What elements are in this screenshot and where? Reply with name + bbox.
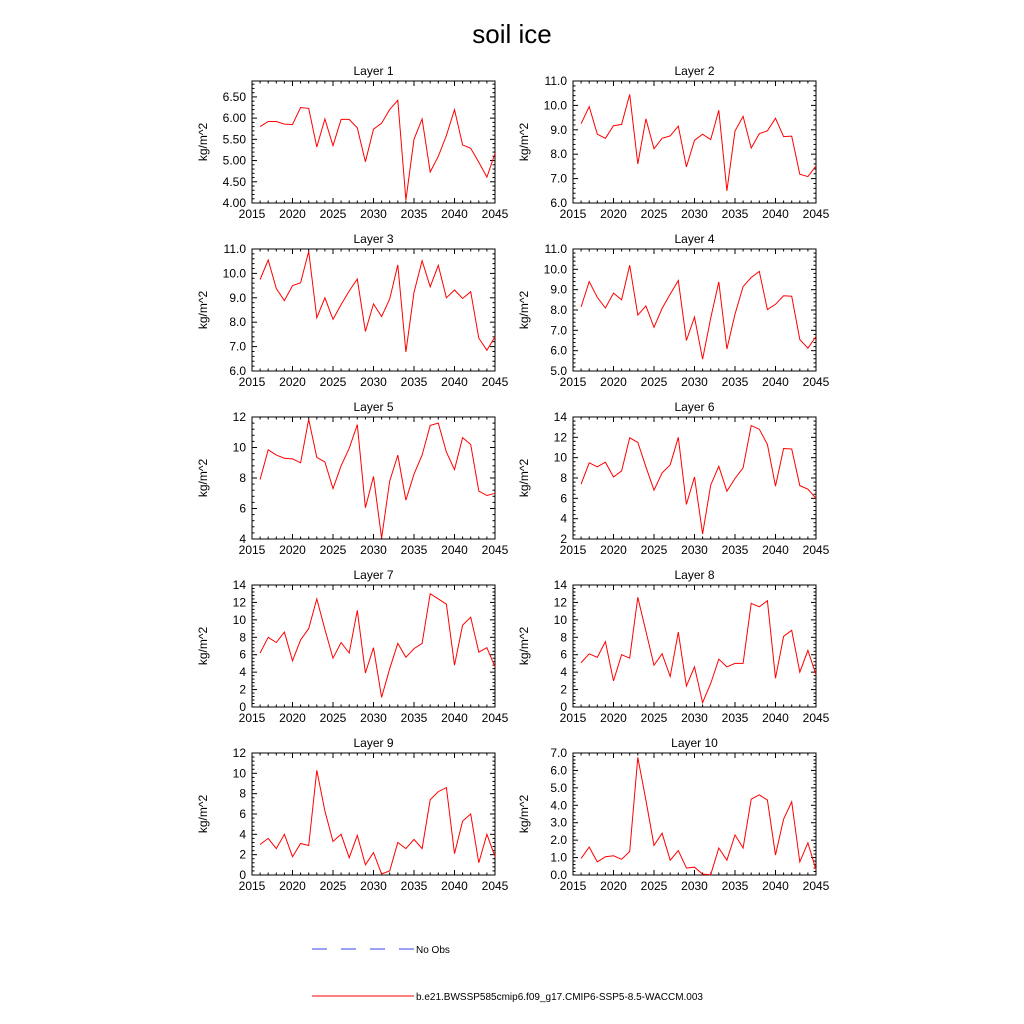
- plot-frame: [252, 249, 495, 371]
- y-tick-label: 8: [560, 471, 567, 485]
- y-axis-label: kg/m^2: [517, 290, 531, 330]
- panel-layer-7: [196, 568, 509, 725]
- panel-layer-6: [517, 400, 830, 557]
- y-tick-label: 6: [560, 647, 567, 662]
- x-tick-label: 2045: [481, 879, 509, 893]
- x-tick-label: 2040: [441, 375, 468, 389]
- x-tick-label: 2035: [721, 543, 749, 557]
- legend: [312, 945, 703, 1003]
- panel-layer-8: [517, 568, 830, 725]
- x-tick-label: 2025: [640, 543, 668, 557]
- y-tick-label: 9.0: [550, 122, 567, 137]
- y-axis-label: kg/m^2: [517, 122, 531, 162]
- x-tick-label: 2030: [681, 879, 708, 893]
- y-tick-label: 4: [239, 532, 246, 546]
- x-tick-label: 2045: [802, 879, 830, 893]
- x-tick-label: 2025: [640, 375, 668, 389]
- x-tick-label: 2025: [319, 879, 347, 893]
- y-tick-label: 4.00: [222, 196, 246, 210]
- x-tick-label: 2020: [600, 543, 627, 557]
- y-tick-label: 4: [560, 511, 567, 526]
- y-tick-label: 4: [239, 827, 246, 842]
- x-tick-label: 2020: [279, 207, 306, 221]
- x-tick-label: 2015: [559, 375, 587, 389]
- y-tick-label: 6.0: [229, 364, 246, 378]
- y-tick-label: 8.0: [550, 147, 567, 162]
- y-tick-label: 6: [239, 501, 246, 516]
- x-tick-label: 2020: [600, 207, 627, 221]
- x-tick-label: 2015: [559, 207, 587, 221]
- x-tick-label: 2020: [279, 375, 306, 389]
- x-tick-label: 2020: [600, 879, 627, 893]
- x-tick-label: 2045: [481, 711, 509, 725]
- x-tick-label: 2025: [319, 375, 347, 389]
- x-tick-label: 2045: [802, 207, 830, 221]
- y-axis-label: kg/m^2: [196, 290, 210, 330]
- y-axis-label: kg/m^2: [517, 794, 531, 834]
- y-tick-label: 2: [239, 682, 246, 697]
- x-tick-label: 2040: [441, 879, 468, 893]
- y-tick-label: 9.0: [229, 290, 246, 305]
- x-tick-label: 2020: [279, 543, 306, 557]
- panel-title: Layer 2: [674, 64, 715, 78]
- y-tick-label: 2: [560, 532, 567, 546]
- x-tick-label: 2020: [279, 711, 306, 725]
- x-tick-label: 2030: [360, 879, 387, 893]
- series-line: [581, 597, 816, 702]
- y-tick-label: 4.50: [222, 174, 246, 189]
- x-tick-label: 2030: [360, 711, 387, 725]
- y-tick-label: 10: [553, 612, 567, 627]
- x-tick-label: 2045: [481, 207, 509, 221]
- y-tick-label: 8.0: [550, 303, 567, 317]
- series-line: [581, 265, 816, 359]
- y-tick-label: 10.0: [543, 262, 567, 277]
- y-tick-label: 12: [232, 410, 246, 424]
- y-tick-label: 4: [560, 665, 567, 680]
- y-tick-label: 10.0: [222, 266, 246, 281]
- y-tick-label: 2: [239, 847, 246, 862]
- series-line: [260, 100, 495, 200]
- y-tick-label: 3.0: [550, 815, 567, 830]
- x-tick-label: 2030: [360, 375, 387, 389]
- x-tick-label: 2030: [360, 207, 387, 221]
- x-tick-label: 2015: [238, 711, 266, 725]
- y-tick-label: 0.0: [550, 868, 567, 882]
- x-tick-label: 2025: [640, 207, 668, 221]
- x-tick-label: 2020: [600, 375, 627, 389]
- y-tick-label: 4: [239, 665, 246, 680]
- series-line: [260, 419, 495, 538]
- x-tick-label: 2015: [559, 543, 587, 557]
- x-tick-label: 2045: [481, 543, 509, 557]
- y-tick-label: 7.0: [550, 171, 567, 186]
- y-tick-label: 0: [239, 868, 246, 882]
- y-tick-label: 5.50: [222, 132, 246, 147]
- x-tick-label: 2045: [802, 375, 830, 389]
- x-tick-label: 2015: [238, 879, 266, 893]
- x-tick-label: 2045: [481, 375, 509, 389]
- x-tick-label: 2035: [400, 375, 428, 389]
- x-tick-label: 2045: [802, 543, 830, 557]
- y-tick-label: 8.0: [229, 315, 246, 330]
- y-tick-label: 12: [553, 430, 567, 445]
- x-tick-label: 2025: [640, 711, 668, 725]
- x-tick-label: 2030: [681, 207, 708, 221]
- plot-frame: [573, 249, 816, 371]
- x-tick-label: 2045: [802, 711, 830, 725]
- series-line: [260, 594, 495, 698]
- y-tick-label: 7.0: [229, 339, 246, 354]
- series-line: [260, 251, 495, 352]
- y-tick-label: 14: [553, 578, 567, 592]
- x-tick-label: 2030: [681, 375, 708, 389]
- figure-title: soil ice: [472, 19, 552, 49]
- x-tick-label: 2035: [721, 207, 749, 221]
- y-axis-label: kg/m^2: [517, 626, 531, 666]
- x-tick-label: 2035: [400, 879, 428, 893]
- y-axis-label: kg/m^2: [196, 458, 210, 498]
- y-axis-label: kg/m^2: [517, 458, 531, 498]
- legend-obs-label: No Obs: [416, 945, 450, 956]
- x-tick-label: 2020: [279, 879, 306, 893]
- x-tick-label: 2040: [762, 207, 789, 221]
- series-line: [581, 426, 816, 534]
- x-tick-label: 2025: [319, 207, 347, 221]
- panel-title: Layer 10: [671, 736, 718, 750]
- plot-frame: [573, 585, 816, 707]
- plot-frame: [252, 81, 495, 203]
- y-tick-label: 12: [232, 595, 246, 610]
- panel-layer-9: [196, 736, 509, 893]
- y-tick-label: 6.0: [550, 343, 567, 358]
- x-tick-label: 2015: [238, 207, 266, 221]
- panel-grid: [196, 64, 830, 893]
- series-line: [581, 94, 816, 190]
- y-tick-label: 8: [239, 630, 246, 645]
- y-tick-label: 14: [553, 410, 567, 424]
- panel-layer-3: [196, 232, 509, 389]
- y-tick-label: 11.0: [544, 74, 567, 88]
- panel-title: Layer 5: [353, 400, 394, 414]
- y-tick-label: 6: [560, 491, 567, 506]
- x-tick-label: 2035: [400, 711, 428, 725]
- y-tick-label: 6.0: [550, 196, 567, 210]
- panel-title: Layer 4: [674, 232, 715, 246]
- y-tick-label: 8: [239, 786, 246, 801]
- x-tick-label: 2015: [559, 711, 587, 725]
- x-tick-label: 2040: [762, 375, 789, 389]
- y-tick-label: 10: [232, 612, 246, 627]
- y-tick-label: 9.0: [550, 282, 567, 297]
- y-axis-label: kg/m^2: [196, 626, 210, 666]
- x-tick-label: 2040: [441, 207, 468, 221]
- y-tick-label: 1.0: [550, 850, 567, 865]
- panel-title: Layer 9: [353, 736, 394, 750]
- y-tick-label: 10: [232, 766, 246, 781]
- x-tick-label: 2020: [600, 711, 627, 725]
- x-tick-label: 2015: [559, 879, 587, 893]
- panel-layer-5: [196, 400, 509, 557]
- x-tick-label: 2040: [441, 711, 468, 725]
- y-tick-label: 7.0: [550, 746, 567, 760]
- x-tick-label: 2035: [721, 375, 749, 389]
- y-tick-label: 14: [232, 578, 246, 592]
- y-tick-label: 5.0: [550, 780, 567, 795]
- x-tick-label: 2025: [319, 711, 347, 725]
- x-tick-label: 2035: [721, 879, 749, 893]
- x-tick-label: 2015: [238, 375, 266, 389]
- x-tick-label: 2040: [441, 543, 468, 557]
- y-tick-label: 2.0: [550, 833, 567, 848]
- series-line: [581, 757, 816, 874]
- panel-title: Layer 8: [674, 568, 715, 582]
- panel-title: Layer 1: [353, 64, 394, 78]
- y-tick-label: 8: [560, 630, 567, 645]
- y-tick-label: 10: [553, 450, 567, 465]
- y-tick-label: 12: [232, 746, 246, 760]
- panel-title: Layer 3: [353, 232, 394, 246]
- y-axis-label: kg/m^2: [196, 794, 210, 834]
- panel-layer-4: [517, 232, 830, 389]
- x-tick-label: 2040: [762, 711, 789, 725]
- y-tick-label: 0: [560, 700, 567, 714]
- panel-title: Layer 6: [674, 400, 715, 414]
- y-tick-label: 6.0: [550, 763, 567, 778]
- y-tick-label: 8: [239, 471, 246, 485]
- x-tick-label: 2040: [762, 879, 789, 893]
- y-tick-label: 0: [239, 700, 246, 714]
- x-tick-label: 2025: [640, 879, 668, 893]
- plot-frame: [252, 753, 495, 875]
- legend-model-label: b.e21.BWSSP585cmip6.f09_g17.CMIP6-SSP5-8.5-WACCM.003: [416, 992, 703, 1003]
- panel-title: Layer 7: [353, 568, 394, 582]
- y-tick-label: 2: [560, 682, 567, 697]
- y-tick-label: 5.00: [222, 153, 246, 168]
- y-tick-label: 6: [239, 807, 246, 821]
- y-axis-label: kg/m^2: [196, 122, 210, 162]
- y-tick-label: 4.0: [550, 798, 567, 813]
- y-tick-label: 6.50: [222, 89, 246, 104]
- x-tick-label: 2035: [400, 543, 428, 557]
- y-tick-label: 11.0: [544, 242, 567, 256]
- y-tick-label: 5.0: [550, 364, 567, 378]
- y-tick-label: 7.0: [550, 323, 567, 338]
- y-tick-label: 10: [232, 440, 246, 455]
- y-tick-label: 6: [239, 647, 246, 662]
- panel-layer-2: [517, 64, 830, 221]
- panel-layer-1: [196, 64, 509, 221]
- y-tick-label: 12: [553, 595, 567, 610]
- x-tick-label: 2030: [681, 543, 708, 557]
- x-tick-label: 2025: [319, 543, 347, 557]
- series-line: [260, 770, 495, 874]
- x-tick-label: 2030: [681, 711, 708, 725]
- x-tick-label: 2030: [360, 543, 387, 557]
- y-tick-label: 10.0: [543, 98, 567, 113]
- panel-layer-10: [517, 736, 830, 893]
- y-tick-label: 11.0: [223, 242, 246, 256]
- x-tick-label: 2035: [721, 711, 749, 725]
- x-tick-label: 2035: [400, 207, 428, 221]
- x-tick-label: 2015: [238, 543, 266, 557]
- x-tick-label: 2040: [762, 543, 789, 557]
- y-tick-label: 6.00: [222, 111, 246, 126]
